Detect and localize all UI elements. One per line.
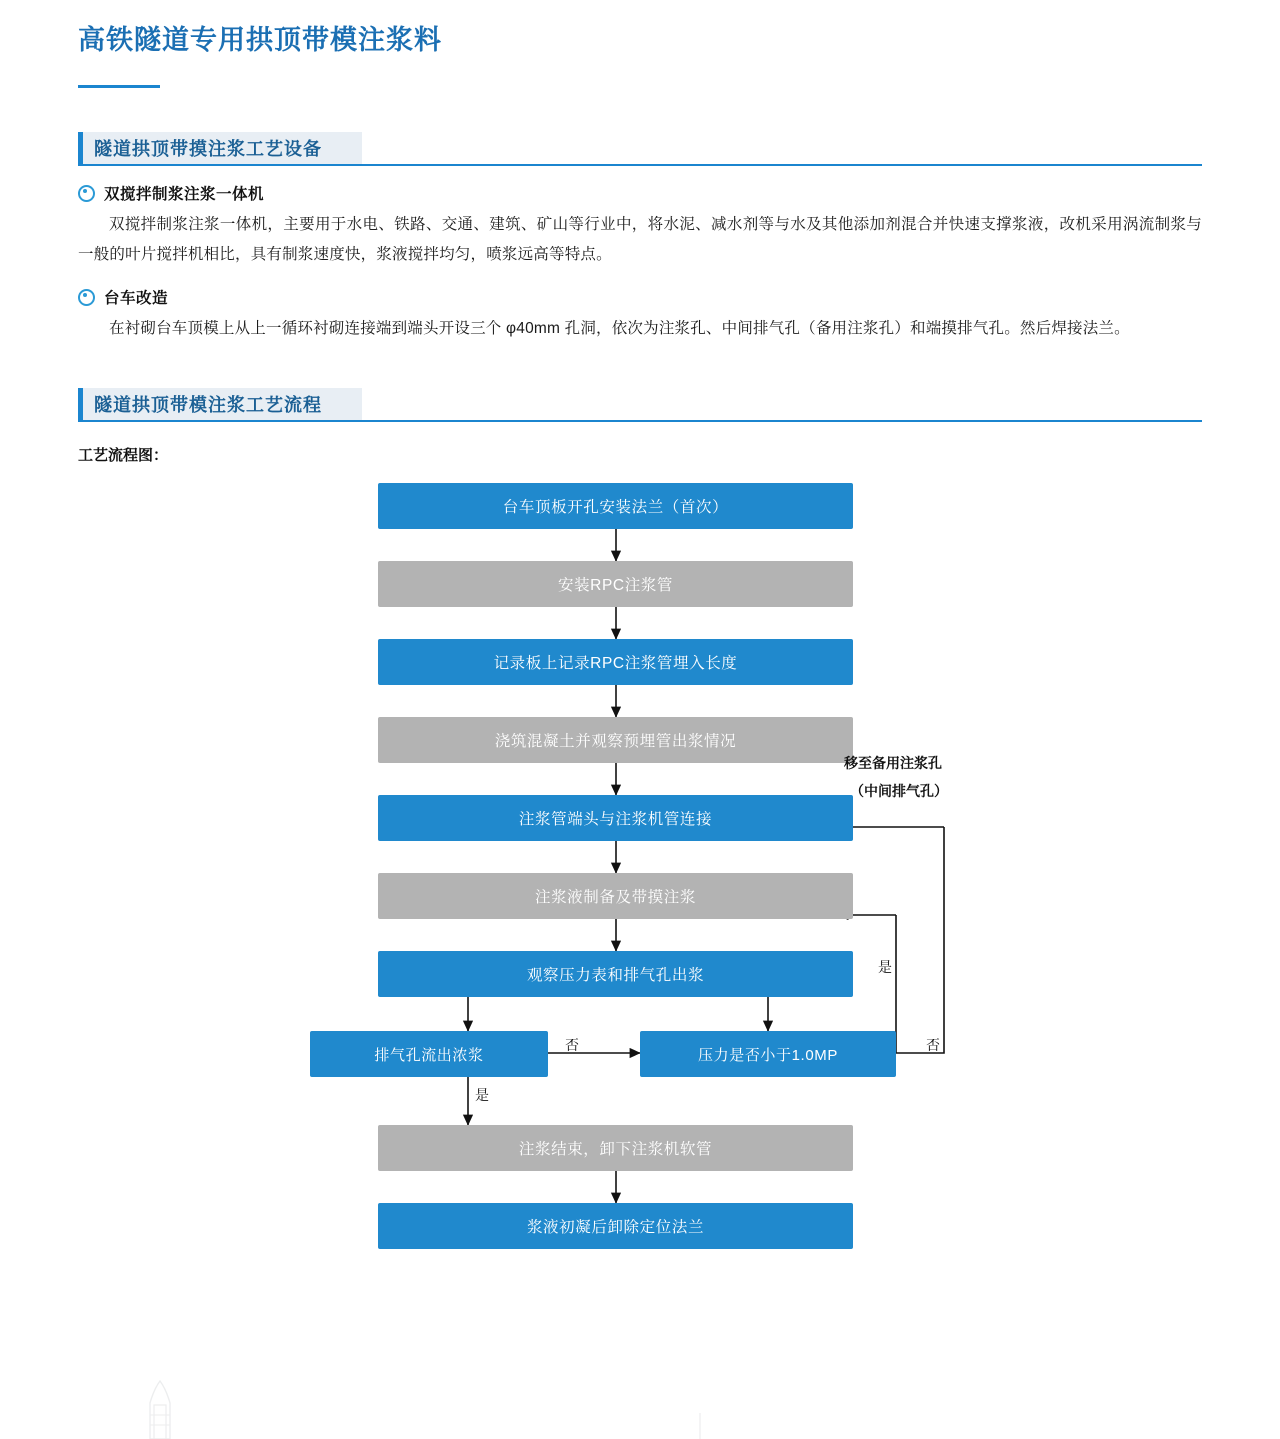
section-process bbox=[78, 388, 1202, 1275]
flow-node-2[interactable]: 安装RPC注浆管 bbox=[378, 561, 853, 607]
section-underline bbox=[78, 164, 1202, 166]
flow-node-5[interactable]: 注浆管端头与注浆机管连接 bbox=[378, 795, 853, 841]
section-underline bbox=[78, 420, 1202, 422]
flow-node-1[interactable]: 台车顶板开孔安装法兰（首次） bbox=[378, 483, 853, 529]
annotation-spare-hole-line1: 移至备用注浆孔 bbox=[844, 755, 942, 771]
bullet-item-trolley bbox=[78, 286, 1202, 308]
flow-node-9[interactable]: 压力是否小于1.0MP bbox=[640, 1031, 896, 1077]
section-header-equipment bbox=[78, 132, 1202, 166]
flow-node-8[interactable]: 排气孔流出浓浆 bbox=[310, 1031, 548, 1077]
flow-node-11[interactable]: 浆液初凝后卸除定位法兰 bbox=[378, 1203, 853, 1249]
paragraph-machine: 双搅拌制浆注浆一体机，主要用于水电、铁路、交通、建筑、矿山等行业中，将水泥、减水剂等与水及其他添加剂混合并快速支撑浆液，改机采用涡流制浆与一般的叶片搅拌机相比，具有制浆速度快，浆液搅拌均匀，喷浆远高等特点。 bbox=[78, 216, 1202, 263]
section-title-process: 隧道拱顶带模注浆工艺流程 bbox=[94, 395, 322, 415]
flow-node-7[interactable]: 观察压力表和排气孔出浆 bbox=[378, 951, 853, 997]
section-header-bar bbox=[78, 132, 362, 164]
section-title-equipment: 隧道拱顶带摸注浆工艺设备 bbox=[94, 139, 322, 159]
section-equipment bbox=[78, 132, 1202, 344]
page-title: 高铁隧道专用拱顶带模注浆料 bbox=[78, 25, 442, 55]
circle-bullet-icon bbox=[78, 289, 95, 306]
section-header-process bbox=[78, 388, 1202, 422]
circle-bullet-icon bbox=[78, 185, 95, 202]
flow-node-3[interactable]: 记录板上记录RPC注浆管埋入长度 bbox=[378, 639, 853, 685]
paragraph-trolley: 在衬砌台车顶模上从上一循环衬砌连接端到端头开设三个 φ40mm 孔洞，依次为注浆孔、中间排气孔（备用注浆孔）和端摸排气孔。然后焊接法兰。 bbox=[109, 320, 1130, 337]
flow-node-10[interactable]: 注浆结束，卸下注浆机软管 bbox=[378, 1125, 853, 1171]
annotation-spare-hole-line2: （中间排气孔） bbox=[850, 783, 948, 799]
flow-node-4[interactable]: 浇筑混凝土并观察预埋管出浆情况 bbox=[378, 717, 853, 763]
bullet-label-trolley: 台车改造 bbox=[104, 290, 169, 307]
section-header-bar bbox=[78, 388, 362, 420]
flow-node-6[interactable]: 注浆液制备及带摸注浆 bbox=[378, 873, 853, 919]
background-decoration bbox=[120, 1379, 740, 1439]
edge-label-no-2: 否 bbox=[926, 1037, 940, 1053]
flowchart bbox=[78, 475, 1202, 1275]
bullet-label-machine: 双搅拌制浆注浆一体机 bbox=[104, 186, 265, 203]
title-divider bbox=[78, 85, 160, 88]
edge-label-no-1: 否 bbox=[565, 1037, 579, 1053]
flowchart-caption: 工艺流程图： bbox=[78, 447, 169, 464]
edge-label-yes-1: 是 bbox=[475, 1087, 489, 1103]
edge-label-yes-2: 是 bbox=[878, 959, 892, 975]
bullet-item-machine bbox=[78, 182, 1202, 204]
